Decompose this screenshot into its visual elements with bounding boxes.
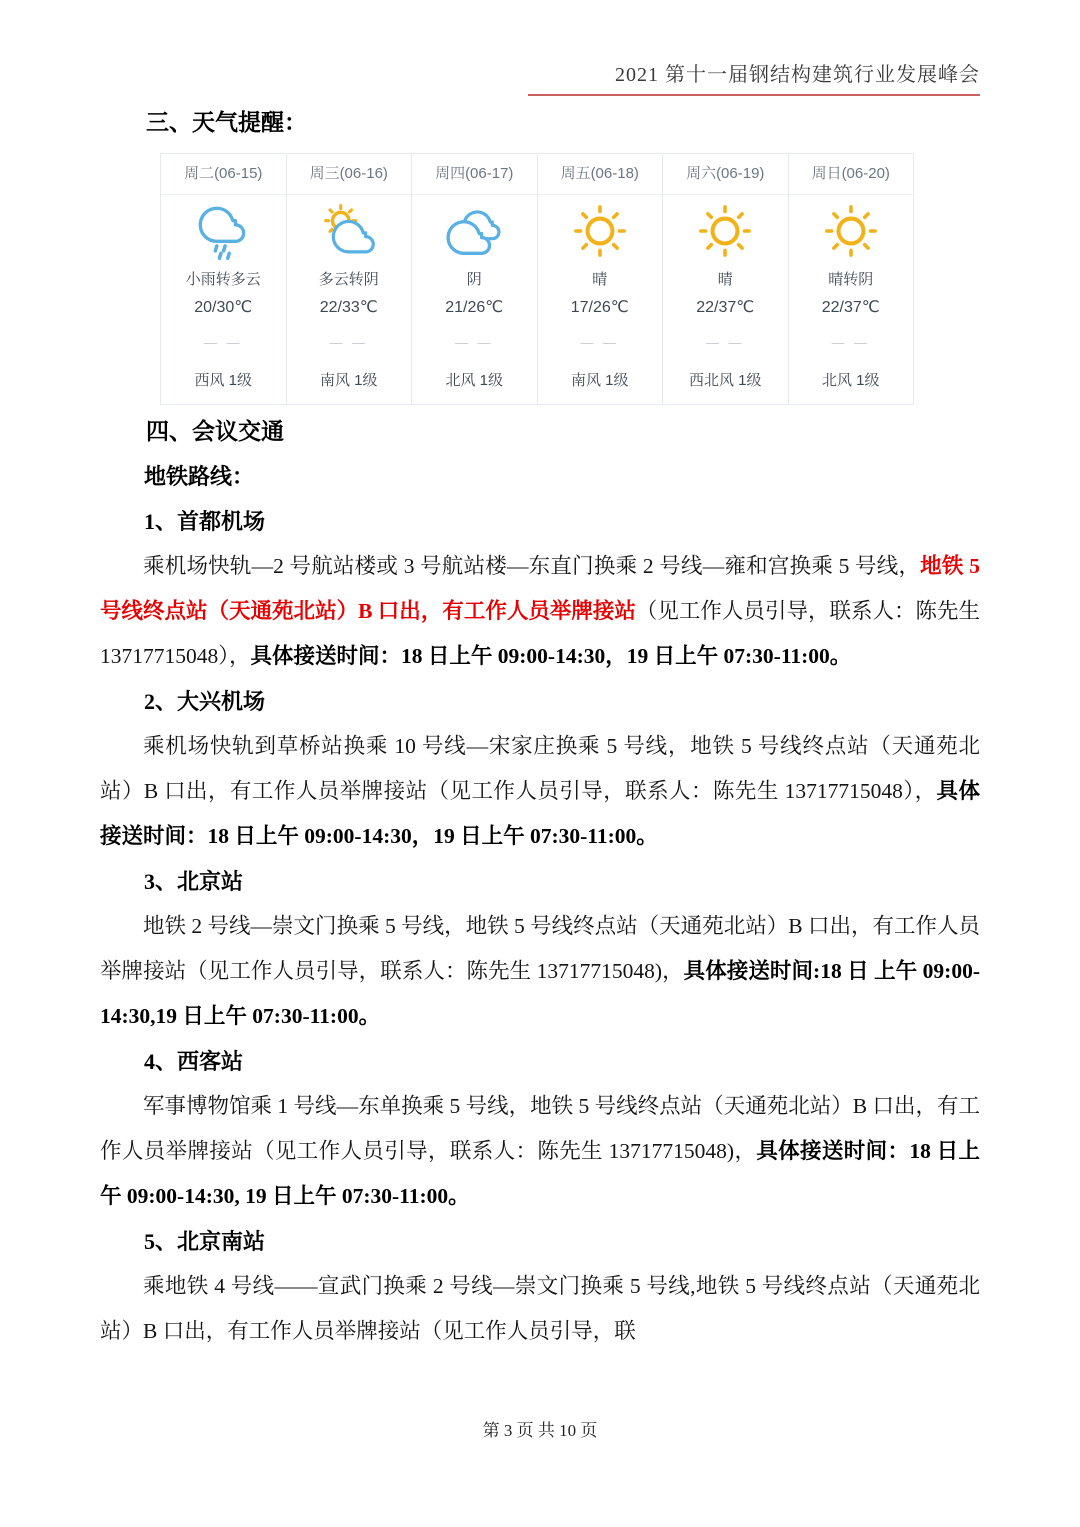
route-text: 乘地铁 4 号线——宣武门换乘 2 号线—崇文门换乘 5 号线,地铁 5 号线终点站（天通苑北站）B 口出，有工作人员举牌接站（见工作人员引导，联 [100,1274,980,1343]
weather-temperature: 22/37℃ [696,299,755,316]
weather-wind: 北风 1级 [445,372,503,389]
section-title-transport: 四、会议交通 [146,419,284,444]
route-item-title-capital-airport: 1、首都机场 [144,509,266,534]
weather-temperature: 17/26℃ [570,299,629,316]
weather-divider: — — [203,335,243,350]
weather-temperature: 20/30℃ [194,299,253,316]
route-paragraph-beijing-station [100,904,980,1039]
weather-divider: — — [705,335,745,350]
header-title: 2021 第十一届钢结构建筑行业发展峰会 [615,64,980,86]
route-text: （见工作人员引导，联系人：陈先生 13717715048）， [100,599,980,668]
pickup-time: 具体接送时间：18 日上午 09:00-14:30，19 日上午 07:30-11:00。 [100,779,980,848]
weather-day-column [161,154,287,404]
weather-day-label: 周五(06-18) [538,154,663,195]
section-title-weather: 三、天气提醒： [146,110,307,135]
weather-wind: 北风 1级 [821,372,880,389]
route-paragraph-daxing-airport [100,724,980,859]
route-paragraph-west-station [100,1084,980,1219]
weather-day-column [789,154,914,404]
weather-day-column [538,154,664,404]
weather-condition: 晴转阴 [828,271,874,288]
weather-divider: — — [831,335,871,350]
route-paragraph-capital-airport [100,544,980,679]
weather-condition: 阴 [466,271,482,288]
weather-wind: 西风 1级 [194,372,252,389]
weather-divider: — — [454,335,494,350]
route-paragraph-south-station [100,1264,980,1354]
weather-divider: — — [580,335,620,350]
weather-wind: 南风 1级 [570,372,629,389]
weather-day-column [663,154,789,404]
rain-icon [161,195,286,267]
weather-day-column [412,154,538,404]
pickup-time: 具体接送时间：18 日上午 09:00-14:30，19 日上午 07:30-11:00。 [250,644,852,668]
weather-table [160,153,914,405]
pickup-highlight: 地铁 5 号线终点站（天通苑北站）B 口出，有工作人员举牌接站 [100,554,980,623]
page-footer: 第 3 页 共 10 页 [482,1421,598,1440]
sunny-icon [538,195,663,267]
weather-condition: 小雨转多云 [185,271,261,288]
pickup-time: 具体接送时间:18 日 上午 09:00-14:30,19 日上午 07:30-11:00。 [100,959,980,1028]
sunny-icon [789,195,914,267]
weather-temperature: 22/37℃ [821,299,880,316]
weather-day-column [287,154,413,404]
weather-divider: — — [329,335,369,350]
route-item-title-south-station: 5、北京南站 [144,1229,266,1254]
route-item-title-daxing-airport: 2、大兴机场 [144,689,266,714]
partly-cloudy-icon [287,195,412,267]
weather-condition: 晴 [717,271,733,288]
route-text: 军事博物馆乘 1 号线—东单换乘 5 号线，地铁 5 号线终点站（天通苑北站）B 口出，有工作人员举牌接站（见工作人员引导，联系人：陈先生 13717715048)， [100,1094,980,1163]
route-text: 乘机场快轨—2 号航站楼或 3 号航站楼—东直门换乘 2 号线—雍和宫换乘 5 号线， [143,554,921,578]
weather-day-label: 周日(06-20) [789,154,914,195]
weather-day-label: 周四(06-17) [412,154,537,195]
cloudy-icon [412,195,537,267]
weather-temperature: 21/26℃ [445,299,504,316]
weather-day-label: 周二(06-15) [161,154,286,195]
weather-day-label: 周六(06-19) [663,154,788,195]
route-text: 乘机场快轨到草桥站换乘 10 号线—宋家庄换乘 5 号线，地铁 5 号线终点站（天通苑北站）B 口出，有工作人员举牌接站（见工作人员引导，联系人：陈先生 13717715048）， [100,734,980,803]
route-text: 地铁 2 号线—崇文门换乘 5 号线，地铁 5 号线终点站（天通苑北站）B 口出，有工作人员举牌接站（见工作人员引导，联系人：陈先生 13717715048)， [100,914,980,983]
weather-condition: 多云转阴 [318,271,379,288]
page-content [0,96,1080,1354]
weather-wind: 西北风 1级 [688,372,762,389]
weather-condition: 晴 [592,271,608,288]
route-item-title-beijing-station: 3、北京站 [144,869,244,894]
weather-day-label: 周三(06-16) [287,154,412,195]
weather-temperature: 22/33℃ [319,299,378,316]
subway-routes-subtitle: 地铁路线： [144,464,255,489]
sunny-icon [663,195,788,267]
weather-wind: 南风 1级 [319,372,378,389]
pickup-time: 具体接送时间：18 日上午 09:00-14:30, 19 日上午 07:30-11:00。 [100,1139,980,1208]
route-item-title-west-station: 4、西客站 [144,1049,244,1074]
